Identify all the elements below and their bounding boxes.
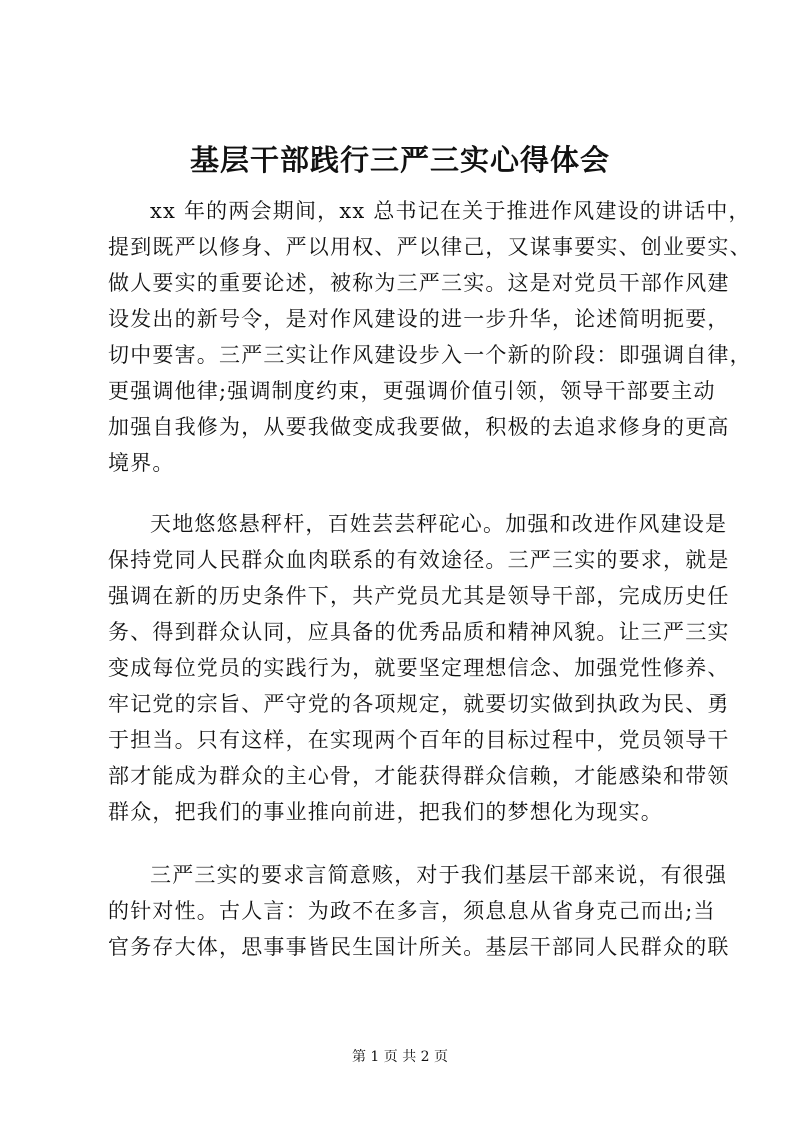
body-line: xx 年的两会期间，xx 总书记在关于推进作风建设的讲话中， — [150, 199, 751, 223]
body-line: 部才能成为群众的主心骨，才能获得群众信赖，才能感染和带领 — [108, 764, 730, 788]
body-line: 官务存大体，思事事皆民生国计所关。基层干部同人民群众的联 — [108, 935, 730, 959]
body-line: 做人要实的重要论述，被称为三严三实。这是对党员干部作风建 — [108, 271, 730, 295]
body-line: 三严三实的要求言简意赅，对于我们基层干部来说，有很强 — [150, 863, 728, 887]
body-line: 境界。 — [108, 451, 175, 475]
body-line: 强调在新的历史条件下，共产党员尤其是领导干部，完成历史任 — [108, 584, 730, 608]
page-number: 第 1 页 共 2 页 — [351, 1049, 449, 1065]
body-line: 牢记党的宗旨、严守党的各项规定，就要切实做到执政为民、勇 — [108, 692, 730, 716]
body-line: 保持党同人民群众血肉联系的有效途径。三严三实的要求，就是 — [108, 548, 730, 572]
body-line: 的针对性。古人言：为政不在多言，须息息从省身克己而出;当 — [108, 899, 716, 923]
document-title: 基层干部践行三严三实心得体会 — [189, 143, 610, 177]
body-line: 于担当。只有这样，在实现两个百年的目标过程中，党员领导干 — [108, 728, 730, 752]
body-line: 变成每位党员的实践行为，就要坚定理想信念、加强党性修养、 — [108, 656, 730, 680]
body-line: 更强调他律;强调制度约束，更强调价值引领，领导干部要主动 — [108, 379, 716, 403]
body-line: 天地悠悠悬秤杆，百姓芸芸秤砣心。加强和改进作风建设是 — [150, 512, 728, 536]
body-line: 切中要害。三严三实让作风建设步入一个新的阶段：即强调自律， — [108, 343, 752, 367]
body-line: 设发出的新号令，是对作风建设的进一步升华，论述简明扼要， — [108, 307, 730, 331]
body-line: 提到既严以修身、严以用权、严以律己，又谋事要实、创业要实、 — [108, 235, 752, 259]
body-line: 群众，把我们的事业推向前进，把我们的梦想化为现实。 — [108, 800, 663, 824]
body-line: 加强自我修为，从要我做变成我要做，积极的去追求修身的更高 — [108, 415, 730, 439]
body-line: 务、得到群众认同，应具备的优秀品质和精神风貌。让三严三实 — [108, 620, 730, 644]
